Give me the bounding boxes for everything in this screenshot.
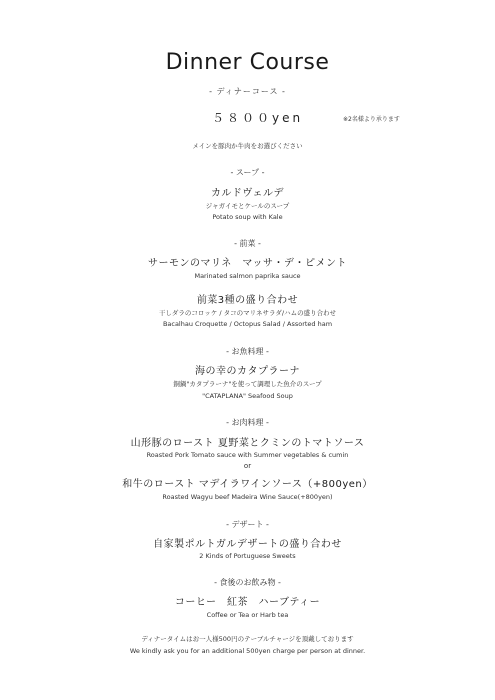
soup-desc-en: Potato soup with Kale <box>212 213 283 221</box>
meat-item2-jp: 和牛のロースト マデイラワインソース（+800yen） <box>122 479 373 490</box>
meat-item2-en: Roasted Wagyu beef Madeira Wine Sauce(+800yen) <box>162 493 333 501</box>
starter-header: - 前菜 - <box>234 239 261 248</box>
meat-header: - お肉料理 - <box>226 418 269 427</box>
soup-name-jp: カルドヴェルデ <box>210 188 285 199</box>
course-price: ５８００yen <box>212 111 304 125</box>
dessert-name-jp: 自家製ポルトガルデザートの盛り合わせ <box>153 539 342 550</box>
main-choice-note: メインを豚肉か牛肉をお選びください <box>192 142 303 150</box>
page-subtitle: - ディナーコース - <box>209 87 286 96</box>
page-title: Dinner Course <box>165 50 330 75</box>
starter-item2-jp: 前菜3種の盛り合わせ <box>196 295 299 306</box>
fish-desc-en: "CATAPLANA" Seafood Soup <box>202 392 293 400</box>
dessert-header: - デザート - <box>226 520 269 529</box>
soup-header: - スープ - <box>230 168 265 177</box>
fish-header: - お魚料理 - <box>226 347 269 356</box>
drinks-header: - 食後のお飲み物 - <box>214 578 281 587</box>
dessert-desc-en: 2 Kinds of Portuguese Sweets <box>199 552 296 560</box>
drinks-items-en: Coffee or Tea or Harb tea <box>206 611 289 619</box>
starter-item2-desc-jp: 干しダラのコロッケ / タコのマリネサラダ/ハムの盛り合わせ <box>158 309 337 317</box>
meat-or-label: or <box>243 462 252 470</box>
starter-item1-jp: サーモンのマリネ マッサ・デ・ピメント <box>148 258 347 269</box>
fish-name-jp: 海の幸のカタプラーナ <box>195 366 300 377</box>
footer-note-en: We kindly ask you for an additional 500yen charge per person at dinner. <box>129 647 366 655</box>
meat-item1-jp: 山形豚のロースト 夏野菜とクミンのトマトソース <box>130 438 365 449</box>
starter-item2-desc-en: Bacalhau Croquette / Octopus Salad / Assorted ham <box>162 320 333 328</box>
soup-desc-jp: ジャガイモとケールのスープ <box>205 202 290 210</box>
minimum-guests-note: ※2名様より承ります <box>343 116 400 123</box>
meat-item1-en: Roasted Pork Tomato sauce with Summer vegetables & cumin <box>146 451 349 459</box>
drinks-items-jp: コーヒー 紅茶 ハーブティー <box>174 597 321 608</box>
starter-item1-en: Marinated salmon paprika sauce <box>194 272 301 280</box>
footer-note-jp: ディナータイムはお一人様500円のテーブルチャージを頂戴しております <box>141 635 354 643</box>
fish-desc-jp: 銅鍋"カタプラーナ"を使って調理した魚介のスープ <box>173 380 322 388</box>
